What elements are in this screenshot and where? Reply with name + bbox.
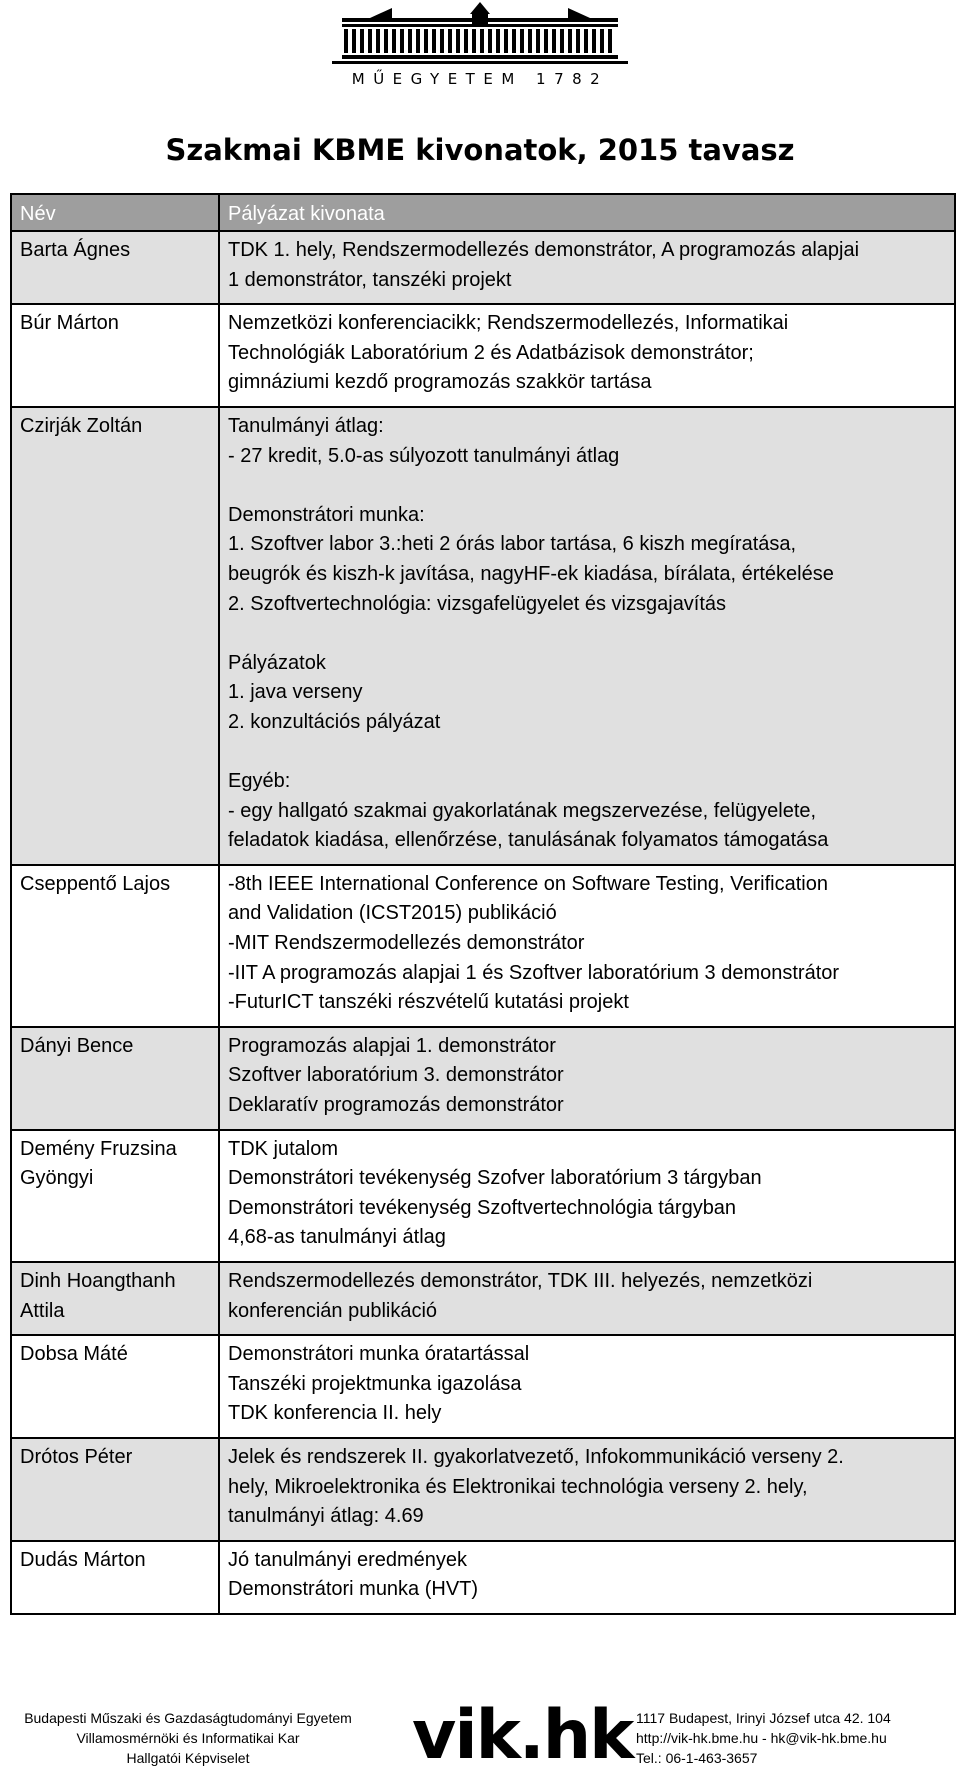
summary-line: - 27 kredit, 5.0-as súlyozott tanulmányi átlag [228,444,620,467]
table-row [11,1335,955,1438]
summary-cell [219,1027,955,1130]
student-name: Cseppentő Lajos [20,872,171,895]
student-name: Dányi Bence [20,1034,134,1057]
summary-line: - egy hallgató szakmai gyakorlatának megszervezése, felügyelete, [228,799,817,822]
summary-line: and Validation (ICST2015) publikáció [228,902,557,925]
table-row [11,1262,955,1335]
summary-line: Pályázatok [228,651,326,674]
student-name: Drótos Péter [20,1445,133,1468]
blank-line [228,738,946,768]
summary-line: Demonstrátori munka óratartással [228,1343,530,1366]
footer-institution [0,1708,376,1768]
blank-line [228,619,946,649]
summary-line: 2. konzultációs pályázat [228,710,441,733]
table-row [11,407,955,865]
summary-line: Programozás alapjai 1. demonstrátor [228,1034,556,1057]
footer-university: Budapesti Műszaki és Gazdaságtudományi Egyetem [24,1710,352,1726]
student-name: Attila [20,1299,65,1322]
summary-line: beugrók és kiszh-k javítása, nagyHF-ek kiadása, bírálata, értékelése [228,562,834,585]
summary-line: tanulmányi átlag: 4.69 [228,1505,424,1528]
footer-web-email: http://vik-hk.bme.hu - hk@vik-hk.bme.hu [636,1730,887,1746]
summary-line: Demonstrátori tevékenység Szofver laboratórium 3 tárgyban [228,1167,762,1190]
summary-line: -IIT A programozás alapjai 1 és Szoftver laboratórium 3 demonstrátor [228,961,840,984]
column-header-name: Név [11,194,219,231]
student-name: Dobsa Máté [20,1343,128,1366]
summary-line: Jelek és rendszerek II. gyakorlatvezető, Infokommunikáció verseny 2. [228,1445,844,1468]
summary-line: 4,68-as tanulmányi átlag [228,1226,446,1249]
summary-line: Egyéb: [228,770,291,793]
summary-cell [219,231,955,304]
student-name-cell [11,865,219,1027]
student-name: Dudás Márton [20,1548,146,1571]
summary-line: Tanszéki projektmunka igazolása [228,1372,522,1395]
summary-line: 1 demonstrátor, tanszéki projekt [228,268,512,291]
student-name-cell [11,1438,219,1541]
summary-cell [219,865,955,1027]
summary-cell [219,1438,955,1541]
table-row [11,1130,955,1262]
footer-faculty: Villamosmérnöki és Informatikai Kar [76,1730,300,1746]
footer-council: Hallgatói Képviselet [126,1750,250,1766]
summary-line: Nemzetközi konferenciacikk; Rendszermodellezés, Informatikai [228,312,789,335]
vik-hk-logo: vik.hk [412,1696,633,1775]
summary-line: hely, Mikroelektronika és Elektronikai technológia verseny 2. hely, [228,1475,808,1498]
summary-line: TDK 1. hely, Rendszermodellezés demonstrátor, A programozás alapjai [228,239,860,261]
student-name: Demény Fruzsina [20,1137,177,1160]
blank-line [228,471,946,501]
summary-line: Tanulmányi átlag: [228,414,384,437]
student-name-cell [11,231,219,304]
summary-line: konferencián publikáció [228,1299,438,1322]
footer-contact [636,1708,960,1768]
footer-address: 1117 Budapest, Irinyi József utca 42. 104 [636,1710,891,1726]
student-name-cell [11,407,219,865]
summary-line: Rendszermodellezés demonstrátor, TDK III. helyezés, nemzetközi [228,1270,813,1292]
table-row [11,304,955,407]
summary-line: 1. Szoftver labor 3.:heti 2 órás labor tartása, 6 kiszh megíratása, [228,533,797,556]
summary-line: TDK jutalom [228,1137,339,1160]
summary-line: Demonstrátori munka (HVT) [228,1578,479,1601]
page-title: Szakmai KBME kivonatok, 2015 tavasz [165,133,795,167]
summary-cell [219,304,955,407]
student-name: Czirják Zoltán [20,414,143,437]
table-header-row [11,194,955,231]
table-row [11,231,955,304]
summary-cell [219,1130,955,1262]
page-footer [0,1690,960,1787]
table-row [11,865,955,1027]
summary-line: -FuturICT tanszéki részvételű kutatási projekt [228,991,629,1014]
summary-cell [219,1541,955,1614]
summary-line: Szoftver laboratórium 3. demonstrátor [228,1064,564,1087]
student-name: Gyöngyi [20,1167,94,1190]
summary-line: Technológiák Laboratórium 2 és Adatbázisok demonstrátor; [228,341,754,364]
student-name: Dinh Hoangthanh [20,1270,176,1292]
summary-table [10,193,956,1615]
table-body [11,231,955,1614]
summary-line: 1. java verseny [228,681,363,704]
summary-line: -8th IEEE International Conference on Software Testing, Verification [228,872,828,895]
student-name: Búr Márton [20,312,119,335]
summary-line: Jó tanulmányi eredmények [228,1548,468,1571]
student-name-cell [11,1335,219,1438]
summary-line: gimnáziumi kezdő programozás szakkör tartása [228,371,652,394]
summary-line: Demonstrátori munka: [228,503,425,526]
university-logo-text: MŰEGYETEM 1782 [351,70,609,88]
summary-line: Demonstrátori tevékenység Szoftvertechnológia tárgyban [228,1196,737,1219]
student-name: Barta Ágnes [20,239,131,261]
student-name-cell [11,1262,219,1335]
summary-line: feladatok kiadása, ellenőrzése, tanulásának folyamatos támogatása [228,829,829,852]
student-name-cell [11,304,219,407]
summary-line: -MIT Rendszermodellezés demonstrátor [228,932,585,955]
column-header-summary: Pályázat kivonata [219,194,955,231]
table-row [11,1027,955,1130]
student-name-cell [11,1130,219,1262]
summary-line: Deklaratív programozás demonstrátor [228,1094,564,1117]
summary-line: 2. Szoftvertechnológia: vizsgafelügyelet és vizsgajavítás [228,592,727,615]
table-row [11,1438,955,1541]
footer-phone: Tel.: 06-1-463-3657 [636,1750,758,1766]
summary-cell [219,407,955,865]
student-name-cell [11,1541,219,1614]
summary-cell [219,1262,955,1335]
table-row [11,1541,955,1614]
student-name-cell [11,1027,219,1130]
summary-line: TDK konferencia II. hely [228,1402,442,1425]
summary-cell [219,1335,955,1438]
